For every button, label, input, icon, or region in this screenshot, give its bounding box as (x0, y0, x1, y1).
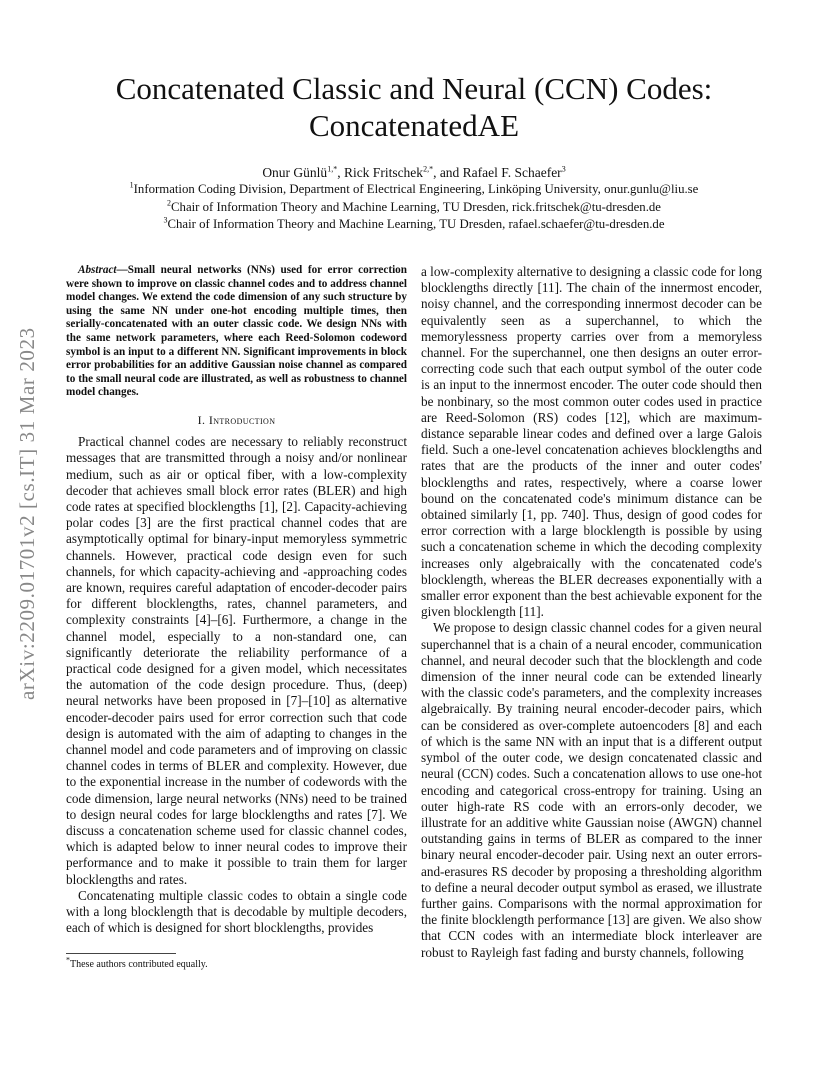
affiliation-1-mark: 1 (129, 180, 134, 190)
paper-title (0, 70, 828, 144)
section-title: Introduction (208, 412, 276, 427)
section-heading-introduction (66, 412, 407, 428)
abstract-label: Abstract (78, 264, 117, 276)
author-list: Onur Günlü$^{1,*}$, Rick Fritschek$^{2,*}$, and Rafael F. Schaefer$^3$ (262, 164, 566, 180)
right-column (421, 264, 762, 961)
intro-paragraph-2-continued: a low-complexity alternative to designing a classic code for long blocklengths directly [11]. The chain of the innermost encoder, noisy channel, and the corresponding innermost decoder can be equivalently seen as a superchannel, to which the memorylessness property carries over from a memoryless channel. For the superchannel, one then designs an outer error-correcting code such that each output symbol of the outer code is an input to the innermost encoder. The outer code should then be nonbinary, so the most common outer codes used in practice are Reed-Solomon (RS) codes [12], which are maximum-distance separable linear codes and defined over a large Galois field. Such a one-level concatenation achieves blocklengths and rates that are the products of the inner and outer codes' blocklengths and rates, respectively, where a coarse lower bound on the concatenated code's minimum distance can be obtained similarly [1, pp. 740]. Thus, design of good codes for error correction with a large blocklength is possible by using such a concatenation scheme in which the decoding complexity increases only algebraically with the concatenated code's blocklength, whereas the BLER decreases exponentially with a smaller error exponent than the best achievable exponent for the given blocklength [11]. (421, 264, 762, 620)
author-3: and Rafael F. Schaefer (439, 165, 562, 180)
affiliation-3-mark: 3 (163, 215, 168, 225)
author-3-mark: 3 (561, 164, 566, 174)
left-column (66, 264, 407, 936)
affiliation-1 (0, 180, 828, 198)
footnote (66, 955, 407, 971)
intro-paragraph-1: Practical channel codes are necessary to reliably reconstruct messages that are transmitted through a noisy and/or nonlinear medium, such as air or optical fiber, with a low-complexity decoder that achieves small block error rates (BLER) and high code rates at specified blocklengths [1], [2]. Capacity-achieving polar codes [3] are the first practical channel codes that are asymptotically optimal for binary-input memoryless symmetric channels. However, practical code design even for such channels, for which capacity-achieving and -approaching codes are known, requires careful adaptation of encoder-decoder pairs for different blocklengths, rates, channel parameters, and complexity constraints [4]–[6]. Furthermore, a change in the channel model, especially to a non-standard one, can significantly deteriorate the reliability performance of a practical code designed for a given model, which necessitates the automation of the code design procedure. Thus, (deep) neural networks have been proposed in [7]–[10] as alternative encoder-decoder pairs used for error correction such that code design is automated with the aim of adapting to changes in the channel model and code parameters and of improving on classic channel codes in terms of BLER and complexity. However, due to the exponential increase in the number of codewords with the code dimension, large neural networks (NNs) need to be trained to design neural codes for large blocklengths and rates [7]. We discuss a concatenation scheme used for classic channel codes, which is adapted below to inner neural codes to improve their performance and to make it possible to train them for larger blocklengths and rates. (66, 434, 407, 887)
title-line-1: Concatenated Classic and Neural (CCN) Codes: (115, 71, 713, 106)
author-2-mark: 2,* (423, 164, 434, 174)
affiliation-2-mark: 2 (167, 198, 172, 208)
abstract (66, 264, 407, 400)
author-2: Rick Fritschek (343, 165, 424, 180)
footnote-mark: * (66, 955, 70, 965)
intro-paragraph-2: Concatenating multiple classic codes to obtain a single code with a long blocklength that is decodable by multiple decoders, each of which is designed for short blocklengths, provides (66, 887, 407, 936)
intro-paragraph-3: We propose to design classic channel codes for a given neural superchannel that is a chain of a neural encoder, communication channel, and neural decoder such that the blocklength and code dimension of the inner neural code can be extended linearly with the classic code's parameters, and the complexity increases algebraically. By training neural encoder-decoder pairs, which can be considered as over-complete autoencoders [8] and each of which is the same NN with an input that is a different output symbol of the outer code, we design concatenated classic and neural (CCN) codes. Such a concatenation allows to use one-hot encoding and categorical cross-entropy for training. Using an outer high-rate RS code with an errors-only decoder, we illustrate for an additive white Gaussian noise (AWGN) channel outstanding gains in terms of BLER as compared to the inner binary neural encoder-decoder pair. Using next an outer errors-and-erasures RS decoder by proposing a thresholding algorithm to define a neural decoder output symbol as erased, we illustrate further gains. Comparisons with the normal approximation for the finite blocklength performance [13] are given. We also show that CCN codes with an intermediate block interleaver are robust to Rayleigh fast fading and bursty channels, following (421, 620, 762, 960)
affiliation-2 (0, 198, 828, 216)
footnote-text: These authors contributed equally. (70, 959, 208, 970)
title-line-2: ConcatenatedAE (308, 108, 520, 143)
abstract-text: —Small neural networks (NNs) used for error correction were shown to improve on classic channel codes and to address channel model changes. We extend the code dimension of any such structure by using the same NN under one-hot encoding multiple times, then serially-concatenated with an outer classic code. We design NNs with the same network parameters, where each Reed-Solomon codeword symbol is an input to a different NN. Significant improvements in block error probabilities for an additive Gaussian noise channel as compared to the small neural code are illustrated, as well as robustness to channel model changes. (66, 264, 407, 399)
affiliation-1-text: Information Coding Division, Department of Electrical Engineering, Linköping University, onur.gunlu@liu.se (133, 182, 699, 196)
affiliation-3 (0, 215, 828, 233)
arxiv-identifier-stamp[interactable]: arXiv:2209.01701v2 [cs.IT] 31 Mar 2023 (15, 327, 39, 700)
footnote-divider (66, 953, 176, 954)
section-number: I. (197, 412, 206, 427)
author-1: Onur Günlü (262, 165, 328, 180)
author-1-mark: 1,* (327, 164, 338, 174)
affiliation-2-text: Chair of Information Theory and Machine Learning, TU Dresden, rick.fritschek@tu-dresden.de (171, 200, 661, 214)
affiliation-3-text: Chair of Information Theory and Machine Learning, TU Dresden, rafael.schaefer@tu-dresden.de (167, 217, 665, 231)
